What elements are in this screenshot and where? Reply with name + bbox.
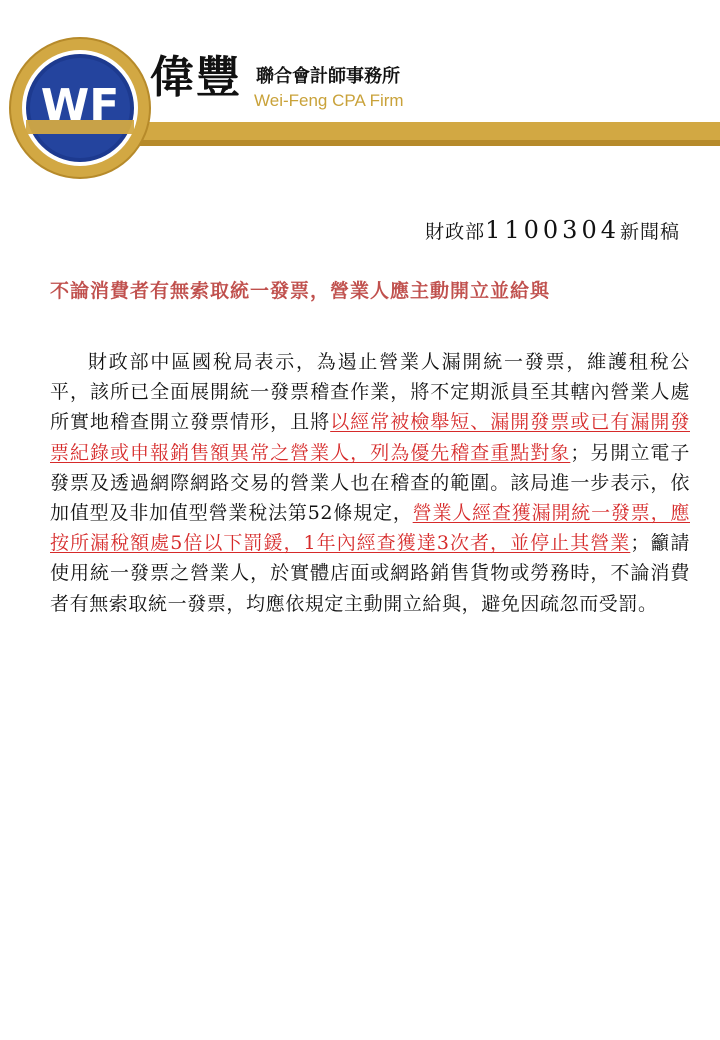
press-release-number — [425, 216, 680, 244]
firm-logo-graphic — [0, 0, 720, 180]
paragraph-segment: ；籲請使用統一發票之營業人，於實體店面或網路銷售貨物或勞務時，不論消費者有無索取統一發票，均應依規定主動開立給與，避免因疏忽而受罰。 — [50, 532, 690, 615]
firm-name-english: Wei-Feng CPA Firm — [254, 91, 404, 110]
release-suffix: 新聞稿 — [619, 221, 680, 243]
body-paragraph — [50, 347, 690, 619]
firm-name-chinese: 偉豐 — [150, 52, 242, 103]
letterhead — [0, 0, 720, 180]
highlighted-segment: 營業人經查獲漏開統一發票，應按所漏稅額處5倍以下罰鍰，1年內經查獲達3次者，並停止其營業 — [50, 502, 690, 555]
highlighted-segment: 以經常被檢舉短、漏開發票或已有漏開發票紀錄或申報銷售額異常之營業人，列為優先稽查重點對象 — [50, 411, 690, 464]
paragraph-segment: 財政部中區國稅局表示，為遏止營業人漏開統一發票，維護租稅公平，該所已全面展開統一發票稽查作業，將不定期派員至其轄內營業人處所實地稽查開立發票情形，且將 — [50, 351, 690, 434]
firm-subtitle: 聯合會計師事務所 — [256, 66, 400, 87]
svg-text:WF: WF — [40, 80, 120, 131]
release-prefix: 財政部 — [425, 221, 486, 243]
release-number: 1100304 — [485, 216, 620, 244]
paragraph-segment: ；另開立電子發票及透過網際網路交易的營業人也在稽查的範圍。該局進一步表示，依加值型及非加值型營業稅法第52條規定， — [50, 441, 690, 525]
headline: 不論消費者有無索取統一發票，營業人應主動開立並給與 — [50, 280, 551, 302]
